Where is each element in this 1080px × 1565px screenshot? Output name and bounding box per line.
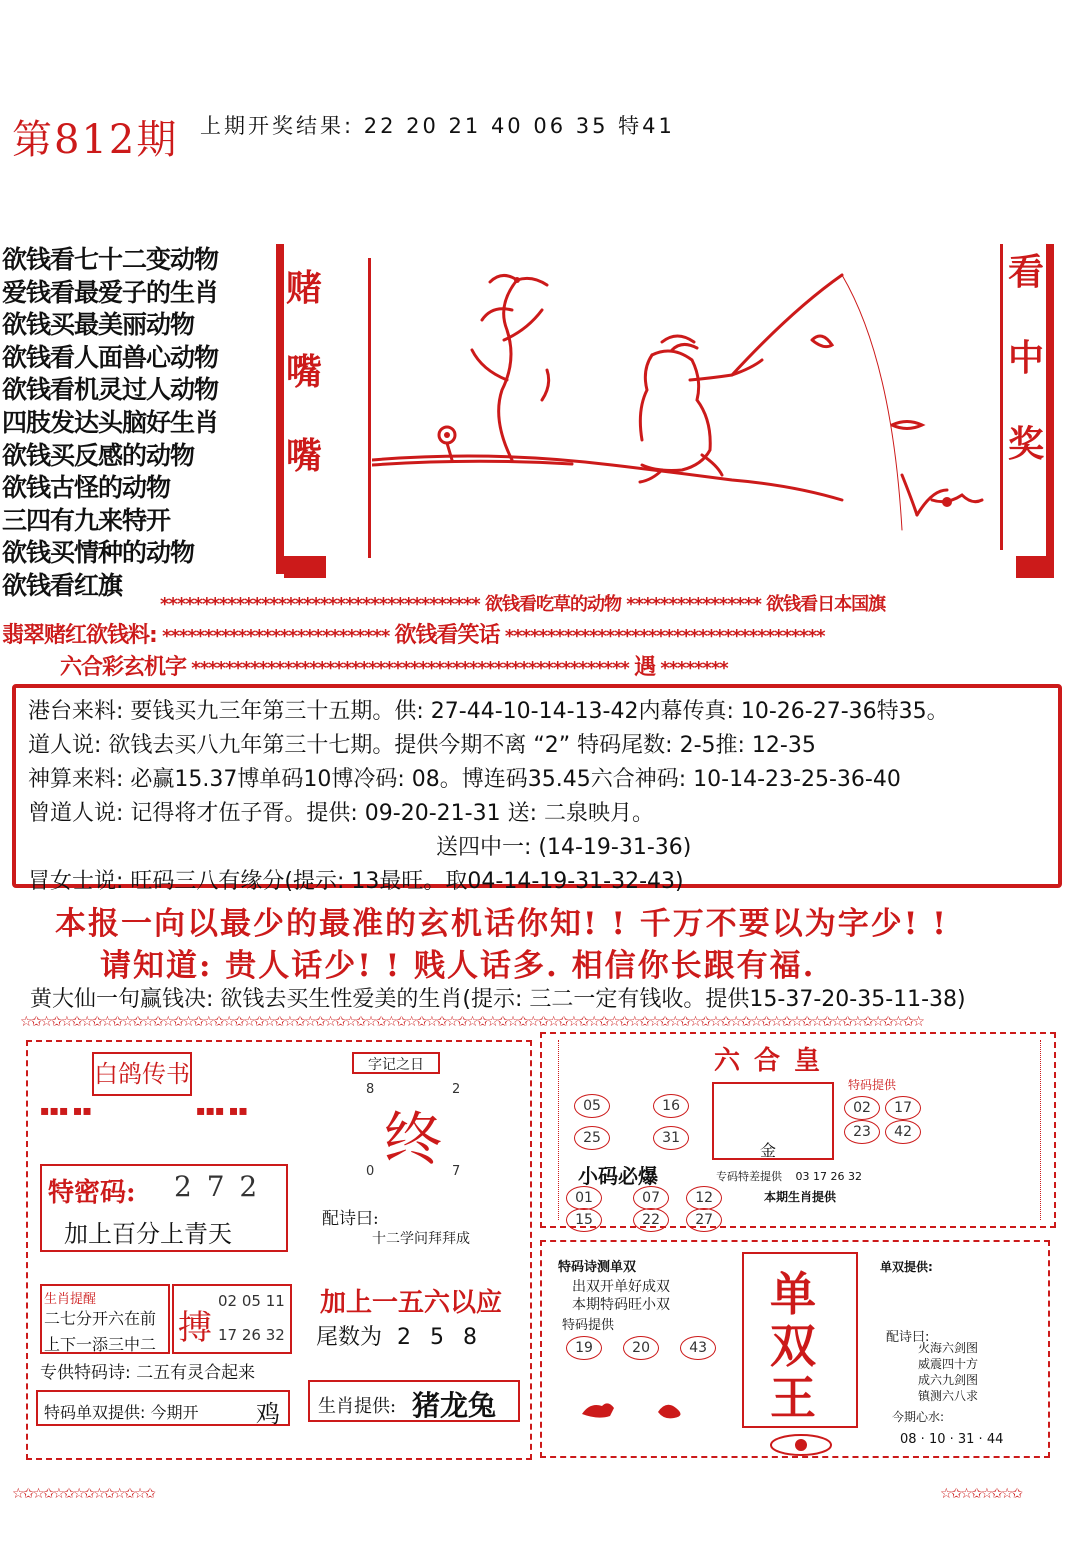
danshuang-title: 特码诗测单双: [558, 1260, 637, 1275]
number-circle: 01: [566, 1186, 602, 1210]
poem-block: [918, 1340, 978, 1404]
info-line: 冒女士说: 旺码三八有缘分(提示: 13最旺。取04-14-19-31-32-43): [28, 869, 684, 894]
jin-character: 金: [760, 1141, 777, 1160]
star-line-hint: 欲钱看日本国旗: [766, 594, 886, 615]
pigeon-note-left: ▪▪▪ ▪▪: [40, 1103, 92, 1119]
special-poem-label: 专供特码诗:: [40, 1363, 131, 1383]
zi-title-box: [352, 1052, 440, 1074]
circle-group-a: [574, 1094, 704, 1118]
danshuang-box: [36, 1390, 290, 1426]
pei-label: 配诗曰:: [322, 1209, 379, 1229]
zi-number: 0: [366, 1164, 375, 1179]
wang-box: [742, 1252, 858, 1428]
star-line-2: [2, 618, 825, 649]
star-run: **************************************: [160, 594, 480, 615]
number-circle: 22: [633, 1208, 669, 1232]
right-panel-characters: [1008, 251, 1048, 465]
star-border-bottom-right: ☆✩☆✩☆✩☆✩: [940, 1486, 1022, 1502]
poem-line: 成六九剑图: [918, 1373, 979, 1387]
riddle-item: 欲钱买反感的动物: [2, 440, 195, 470]
wei-numbers: 2 5 8: [397, 1325, 483, 1350]
flower-ornament-icon: [766, 1432, 836, 1458]
mark-six-strip-right: [1040, 1040, 1055, 1220]
wang-character-1: 单: [770, 1267, 816, 1321]
tema-numbers: 03 17 26 32: [795, 1170, 862, 1183]
right-panel-char: 看: [1008, 251, 1045, 293]
star-border-top: ☆✩☆✩☆✩☆✩☆✩☆✩☆✩☆✩☆✩☆✩☆✩☆✩☆✩☆✩☆✩☆✩☆✩☆✩☆✩☆✩☆✩☆✩☆✩☆✩☆✩☆✩☆✩☆✩☆✩☆✩☆✩☆✩☆✩☆✩☆✩☆✩☆✩☆✩☆✩☆✩☆✩☆✩☆✩☆✩☆: [20, 1014, 923, 1030]
number-circle: 25: [574, 1126, 610, 1150]
riddle-item: 欲钱看人面兽心动物: [2, 342, 219, 372]
special-poem-line: [40, 1358, 255, 1383]
star-line-label: 翡翠赌红欲钱料:: [2, 623, 157, 648]
benqi-label: 本期生肖提供: [764, 1190, 837, 1204]
danshuang-poem-1: 出双开单好成双: [572, 1279, 670, 1295]
number-circle: 23: [844, 1120, 880, 1144]
info-line: 港台来料: 要钱买九三年第三十五期。供: 27-44-10-14-13-42内幕传真: 10-26-27-36特35。: [28, 699, 949, 724]
info-line: 神算来料: 必赢15.37博单码10博冷码: 08。博连码35.45六合神码: 10-14-23-25-36-40: [28, 767, 901, 792]
pigeon-note-right: ▪▪▪ ▪▪: [196, 1103, 248, 1119]
sx-label: 生肖提供:: [318, 1396, 397, 1417]
star-run: ***************************: [162, 626, 390, 647]
poem-line: 二七分开六在前: [44, 1309, 157, 1328]
bo-box: [172, 1284, 292, 1354]
tema-label: 专码特差提供: [716, 1170, 782, 1183]
danshuang-text: 今期开: [150, 1403, 199, 1422]
star-line-hint: 欲钱看笑话: [394, 623, 500, 648]
bo-numbers-2: 17 26 32: [218, 1326, 285, 1344]
riddle-item: 欲钱看机灵过人动物: [2, 375, 219, 405]
number-circle: 16: [653, 1094, 689, 1118]
info-box: [12, 684, 1062, 894]
frame-right-foot: [1016, 556, 1054, 578]
zi-number: 8: [366, 1082, 375, 1097]
bo-character: 搏: [178, 1308, 212, 1348]
star-line-hint: 欲钱看吃草的动物: [484, 594, 621, 615]
special-code-box: [40, 1164, 288, 1252]
circle-group-b: [844, 1096, 924, 1120]
number-circle: 05: [574, 1094, 610, 1118]
animal-icons: [578, 1394, 698, 1424]
frame-left-foot: [284, 556, 326, 578]
danshuang-label: 特码单双提供:: [44, 1403, 146, 1422]
special-code-numbers: 2 7 2: [174, 1170, 261, 1203]
bo-numbers-1: 02 05 11: [218, 1292, 285, 1310]
zi-main-character: 终: [384, 1105, 443, 1173]
riddle-item: 欲钱买情种的动物: [2, 538, 195, 568]
slogan-line-1: 本报一向以最少的最准的玄机话你知! ! 千万不要以为字少! !: [55, 906, 948, 942]
riddle-item: 欲钱看七十二变动物: [2, 245, 219, 274]
number-circle: 31: [653, 1126, 689, 1150]
snake-icon: [658, 1405, 681, 1419]
poem-line: 上下一添三中二: [44, 1335, 157, 1354]
left-panel-characters: [286, 267, 346, 477]
info-line: 道人说: 欲钱去买八九年第三十七期。提供今期不离 “2” 特码尾数: 2-5推: 12-35: [28, 733, 816, 758]
danshuang-line: [44, 1400, 199, 1423]
fisherman-illustration: [372, 250, 1002, 570]
sx-box: [308, 1380, 520, 1422]
pigeon-title: 白鸽传书: [94, 1060, 190, 1088]
pei-title: 单双提供:: [880, 1260, 933, 1274]
riddle-item: 欲钱看红旗: [2, 570, 123, 600]
horse-icon: [582, 1403, 614, 1417]
circle-group-b2: [844, 1120, 924, 1144]
riddle-item: 欲钱古怪的动物: [2, 473, 171, 503]
left-panel-char: 嘴: [286, 435, 323, 477]
danshuang-poem-2: 本期特码旺小双: [572, 1297, 670, 1313]
last-draw-result: 上期开奖结果: 22 20 21 40 06 35 特41: [200, 114, 675, 138]
info-line: 曾道人说: 记得将才伍子胥。提供: 09-20-21-31 送: 二泉映月。: [28, 801, 655, 826]
special-code-text: 加上百分上青天: [64, 1220, 232, 1248]
zi-number: 2: [452, 1082, 461, 1097]
frame-left-bar: [276, 244, 284, 574]
riddle-item: 四肢发达头脑好生肖: [2, 407, 219, 437]
shengxiao-poem-box: [40, 1284, 170, 1354]
star-line-1: [160, 590, 885, 616]
star-run: ****************************************************: [191, 658, 629, 679]
number-circle: 20: [623, 1336, 659, 1360]
circle-group-c: [566, 1186, 736, 1210]
ds-number-group: [566, 1336, 726, 1360]
tema-line: [716, 1168, 862, 1184]
wang-character-2: 双: [770, 1319, 816, 1373]
number-circle: 42: [885, 1120, 921, 1144]
number-circle: 27: [686, 1208, 722, 1232]
mark-six-strip-left: [544, 1040, 559, 1220]
huang-daxian-line: 黄大仙一句赢钱决: 欲钱去买生性爱美的生肖(提示: 三二一定有钱收。提供15-37-20-35-11-38): [30, 987, 966, 1012]
riddle-item: 爱钱看最爱子的生肖: [2, 277, 219, 307]
circle-group-a2: [574, 1126, 704, 1150]
riddle-item: 三四有九来特开: [2, 505, 171, 535]
danshuang-animal: 鸡: [256, 1400, 280, 1428]
special-poem-text: 二五有灵合起来: [136, 1363, 256, 1383]
riddle-item: 欲钱买最美丽动物: [2, 310, 195, 340]
left-panel-char: 嘴: [286, 351, 323, 393]
shengxiao-label: 生肖提醒: [44, 1292, 97, 1307]
poem-line: 镇测六八求: [918, 1389, 979, 1403]
star-border-bottom-left: ☆✩☆✩☆✩☆✩☆✩☆✩☆✩: [12, 1486, 154, 1502]
poem-line: 火海六剑图: [918, 1341, 979, 1355]
number-circle: 19: [566, 1336, 602, 1360]
wei-line: [316, 1320, 483, 1351]
circle-group-c2: [566, 1208, 736, 1232]
ds-tigong-label: 特码提供: [562, 1318, 615, 1333]
star-run: **************************************: [504, 626, 825, 647]
pei-text: 十二学问拜拜成: [372, 1231, 470, 1247]
zi-number: 7: [452, 1164, 461, 1179]
number-circle: 02: [844, 1096, 880, 1120]
right-panel-char: 中: [1008, 337, 1045, 379]
slogan-line-2: 请知道: 贵人话少! ! 贱人话多. 相信你长跟有福.: [100, 948, 816, 984]
frame-inner-left-line: [368, 258, 371, 558]
poem-line: 威震四十方: [918, 1357, 979, 1371]
number-circle: 43: [680, 1336, 716, 1360]
sx-animals: 猪龙兔: [412, 1389, 497, 1422]
last-numbers: 08 · 10 · 31 · 44: [900, 1432, 1004, 1447]
wang-character-3: 王: [770, 1371, 816, 1425]
tema-tigong-label: 特码提供: [848, 1078, 897, 1092]
number-circle: 17: [885, 1096, 921, 1120]
zi-title: 字记之日: [368, 1057, 424, 1073]
number-circle: 15: [566, 1208, 602, 1232]
pigeon-box: [92, 1052, 192, 1096]
star-line-hint: 遇: [634, 655, 656, 680]
left-panel-char: 赌: [286, 267, 323, 309]
issue-number: 第812期: [12, 117, 179, 163]
star-run: ********: [660, 658, 728, 679]
star-line-3: [60, 650, 728, 681]
number-circle: 12: [686, 1186, 722, 1210]
xiaoma-title: 小码必爆: [578, 1164, 658, 1188]
info-line: 送四中一: (14-19-31-36): [436, 835, 692, 860]
frame-inner-right-line: [1000, 244, 1003, 550]
special-code-label: 特密码:: [48, 1178, 136, 1208]
pei-right-label: 配诗曰:: [886, 1330, 930, 1345]
riddle-list: [2, 244, 277, 603]
number-circle: 07: [633, 1186, 669, 1210]
right-panel-char: 奖: [1008, 423, 1045, 465]
jin-xin-label: 今期心水:: [892, 1410, 945, 1424]
star-run: ****************: [626, 594, 761, 615]
jia-text: 加上一五六以应: [320, 1288, 503, 1318]
star-line-label: 六合彩玄机字: [60, 655, 187, 680]
wei-label: 尾数为: [316, 1325, 383, 1350]
liuhe-title: 六合皇: [714, 1046, 835, 1076]
jin-box: [712, 1082, 834, 1160]
